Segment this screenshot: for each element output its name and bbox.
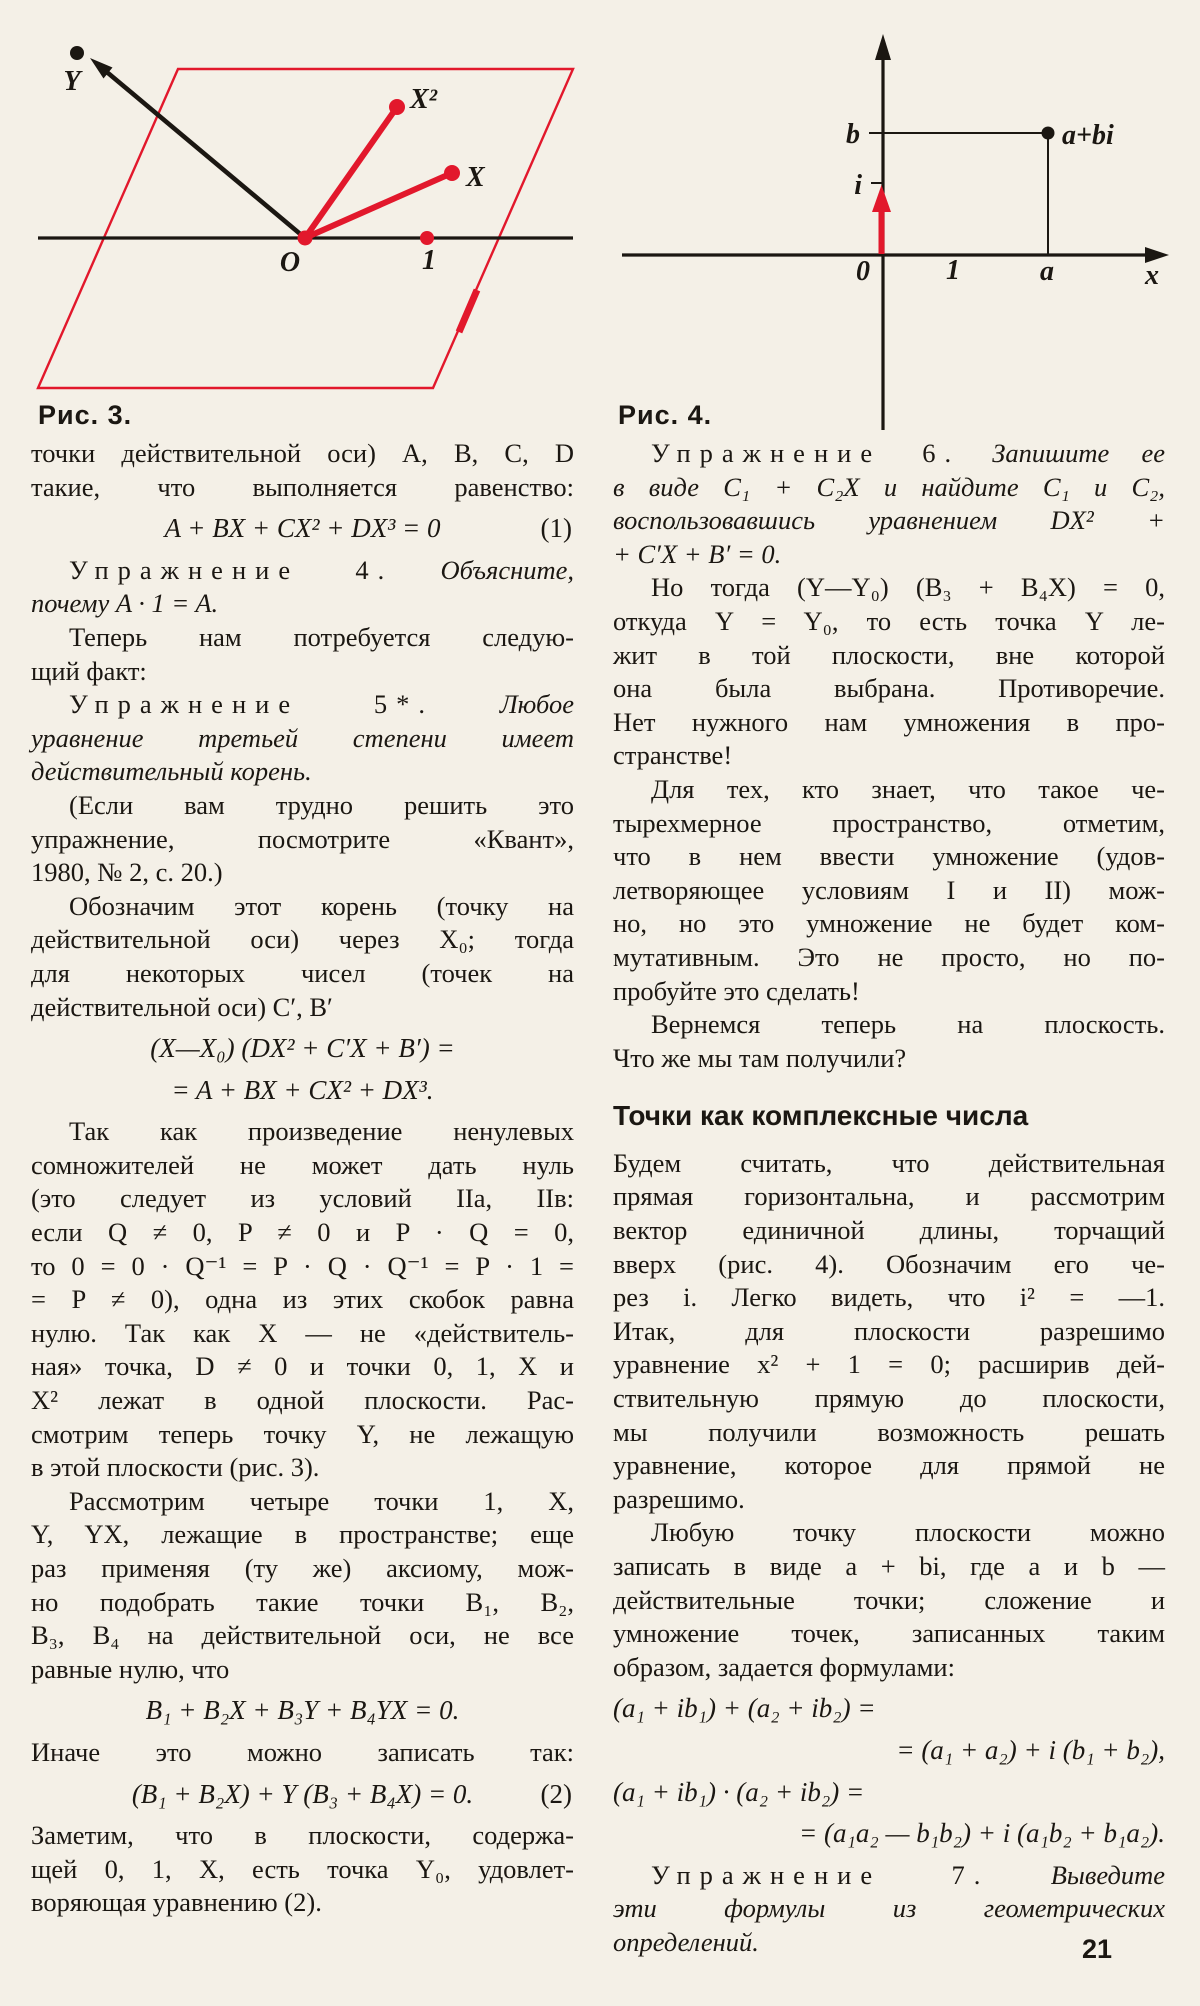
text-line: X² лежат в одной плоскости. Рас- (31, 1385, 574, 1416)
text-line: B₁ + B₂X + B₃Y + B₄YX = 0. (145, 1695, 460, 1726)
point-one-dot (420, 231, 434, 245)
text-line: (a₁ + ib₁) + (a₂ + ib₂) = (613, 1693, 876, 1724)
text-line: Нет нужного нам умножения в про- (613, 706, 1165, 737)
text-line: щий факт: (31, 655, 147, 686)
text-line: Вернемся теперь на плоскость. (651, 1009, 1165, 1040)
text-line: нулю. Так как X — не «действитель- (31, 1317, 574, 1348)
text-line: образом, задается формулами: (613, 1651, 955, 1682)
origin-dot (298, 231, 313, 246)
text-line: (это следует из условий IIа, IIв: (31, 1183, 574, 1214)
text-line: = P ≠ 0), одна из этих скобок равна (31, 1284, 574, 1315)
unit-vector-arrowhead-icon (872, 185, 891, 212)
text-line: такие, что выполняется равенство: (31, 471, 574, 502)
text-line: странстве! (613, 740, 733, 771)
section-heading: Точки как комплексные числа (613, 1100, 1029, 1132)
point-a-plus-bi-dot (1042, 127, 1055, 140)
text-line: Обозначим этот корень (точку на (69, 890, 574, 921)
text-line: щей 0, 1, X, есть точка Y₀, удовлет- (31, 1853, 574, 1884)
text-line: Теперь нам потребуется следую- (69, 621, 574, 652)
equation-number: (1) (540, 513, 572, 544)
text-line: действительной оси) через X₀; тогда (31, 924, 574, 955)
text-line: ная» точка, D ≠ 0 и точки 0, 1, X и (31, 1351, 574, 1382)
figure-3-caption: Рис. 3. (38, 400, 133, 430)
text-line: уравнение третьей степени имеет (31, 722, 574, 753)
text-line: записать в виде a + bi, где a и b — (613, 1551, 1165, 1581)
text-line: почему A · 1 = A. (31, 588, 219, 619)
fig3-label-x: X (466, 162, 485, 193)
text-line: Упражнение 7. Выведите (651, 1859, 1165, 1890)
equation-number: (2) (540, 1778, 572, 1809)
text-line: A + BX + CX² + DX³ = 0 (1) (31, 512, 574, 546)
text-line: (B₁ + B₂X) + Y (B₃ + B₄X) = 0. (2) (31, 1778, 574, 1812)
fig3-label-origin: O (279, 247, 301, 278)
text-line: точки действительной оси) A, B, C, D (31, 438, 574, 468)
text-line: Что же мы там получили? (613, 1042, 907, 1073)
fig3-label-one: 1 (422, 245, 436, 276)
text-line: в этой плоскости (рис. 3). (31, 1452, 320, 1483)
text-line: рез i. Легко видеть, что i² = —1. (613, 1282, 1165, 1313)
text-line: разрешимо. (613, 1483, 745, 1514)
text-line: летворяющее условиям I и II) мож- (613, 874, 1165, 905)
figure-4-caption: Рис. 4. (618, 400, 713, 430)
text-line: если Q ≠ 0, P ≠ 0 и P · Q = 0, (31, 1217, 574, 1248)
text-line: раз применяя (ту же) аксиому, мож- (31, 1553, 574, 1583)
text-line: действительной оси) C′, B′ (31, 991, 333, 1022)
text-line: определений. (613, 1926, 759, 1957)
text-line: B₃, B₄ на действительной оси, не все (31, 1620, 574, 1651)
text-line: воряющая уравнению (2). (31, 1887, 322, 1918)
text-line: ствительную прямую до плоскости, (613, 1383, 1165, 1414)
text-line: (Если вам трудно решить это (69, 789, 574, 820)
text-line: пробуйте это сделать! (613, 975, 860, 1006)
text-line: Заметим, что в плоскости, содержа- (31, 1820, 574, 1851)
text-line: тырехмерное пространство, отметим, (613, 807, 1165, 838)
text-line: что в нем ввести умножение (удов- (613, 841, 1165, 872)
left-column (31, 437, 574, 1920)
text-line: Иначе это можно записать так: (31, 1736, 574, 1767)
figure-3 (20, 8, 580, 432)
text-line: (X—X₀) (DX² + C′X + B′) = (150, 1033, 455, 1064)
point-x-dot (444, 165, 460, 181)
fig4-label-i: i (854, 170, 862, 201)
text-line: Любую точку плоскости можно (651, 1517, 1165, 1548)
text-line: + C′X + B′ = 0. (613, 538, 782, 569)
fig4-label-a: a (1040, 256, 1054, 287)
page-number: 21 (1082, 1934, 1113, 1964)
text-line: вектор единичной длины, торчащий (613, 1215, 1165, 1246)
text-line: = (a₁a₂ — b₁b₂) + i (a₁b₂ + b₁a₂). (799, 1818, 1165, 1849)
text-line: Упражнение 5*. Любое (69, 689, 574, 720)
text-line: действительный корень. (31, 756, 312, 787)
text-line: Упражнение 4. Объясните, (69, 554, 575, 585)
text-line: = (a₁ + a₂) + i (b₁ + b₂), (896, 1734, 1165, 1765)
text-line: но, но это умножение не будет ком- (613, 908, 1165, 939)
text-line: мы получили возможность решать (613, 1416, 1165, 1447)
text-line: уравнение, которое для прямой не (613, 1450, 1165, 1481)
text-line: смотрим теперь точку Y, не лежащую (31, 1418, 574, 1449)
text-line: она была выбрана. Противоречие. (613, 673, 1165, 704)
imaginary-axis-arrowhead-icon (875, 34, 891, 60)
text-line: то 0 = 0 · Q⁻¹ = P · Q · Q⁻¹ = P · 1 = (31, 1250, 574, 1281)
fig4-label-x-axis: x (1145, 260, 1159, 291)
fig4-label-one: 1 (946, 255, 960, 286)
right-column (613, 437, 1165, 1960)
text-line: эти формулы из геометрических (613, 1893, 1165, 1924)
text-line: прямая горизонтальна, и рассмотрим (613, 1181, 1165, 1212)
text-line: 1980, № 2, с. 20.) (31, 857, 223, 888)
fig3-label-x-squared: X² (410, 84, 438, 115)
text-line: вверх (рис. 4). Обозначим его че- (613, 1248, 1165, 1279)
fig3-label-y: Y (63, 66, 81, 97)
text-line: но подобрать такие точки B₁, B₂, (31, 1586, 574, 1617)
text-line: Но тогда (Y—Y₀) (B₃ + B₄X) = 0, (651, 572, 1165, 603)
point-y-dot (70, 46, 84, 60)
text-line: Для тех, кто знает, что такое че- (651, 773, 1165, 804)
text-line: упражнение, посмотрите «Квант», (31, 823, 574, 854)
text-line: (a₁ + ib₁) · (a₂ + ib₂) = (613, 1776, 865, 1807)
text-line: воспользовавшись уравнением DX² + (613, 505, 1165, 536)
text-line: = A + BX + CX² + DX³. (171, 1074, 434, 1105)
fig4-label-zero: 0 (856, 256, 870, 287)
text-line: Будем считать, что действительная (613, 1147, 1165, 1178)
plane-parallelogram (38, 69, 573, 388)
text-line: действительные точки; сложение и (613, 1584, 1165, 1615)
text-line: сомножителей не может дать нуль (31, 1149, 574, 1180)
text-line: откуда Y = Y₀, то есть точка Y ле- (613, 605, 1165, 636)
text-line: Итак, для плоскости разрешимо (613, 1315, 1165, 1346)
text-line: Y, YX, лежащие в пространстве; еще (31, 1519, 574, 1550)
text-line: Рассмотрим четыре точки 1, X, (69, 1485, 574, 1516)
plane-edge-mark (459, 290, 477, 332)
text-line: для некоторых чисел (точек на (31, 957, 574, 988)
text-line: мутативным. Это не просто, но по- (613, 941, 1165, 972)
text-line: равные нулю, что (31, 1653, 230, 1684)
text-line: жит в той плоскости, вне которой (613, 639, 1165, 670)
fig4-label-a-plus-bi: a+bi (1062, 120, 1114, 151)
text-line: умножение точек, записанных таким (613, 1618, 1165, 1649)
fig4-label-b: b (846, 119, 860, 150)
text-line: Упражнение 6. Запишите ее (651, 438, 1165, 468)
point-x-squared-dot (389, 99, 405, 115)
text-line: в виде C₁ + C₂X и найдите C₁ и C₂, (613, 471, 1165, 502)
text-line: уравнение x² + 1 = 0; расширив дей- (613, 1349, 1165, 1380)
text-line: Так как произведение ненулевых (69, 1116, 574, 1147)
vector-to-y (102, 68, 305, 238)
figure-4 (610, 18, 1170, 438)
